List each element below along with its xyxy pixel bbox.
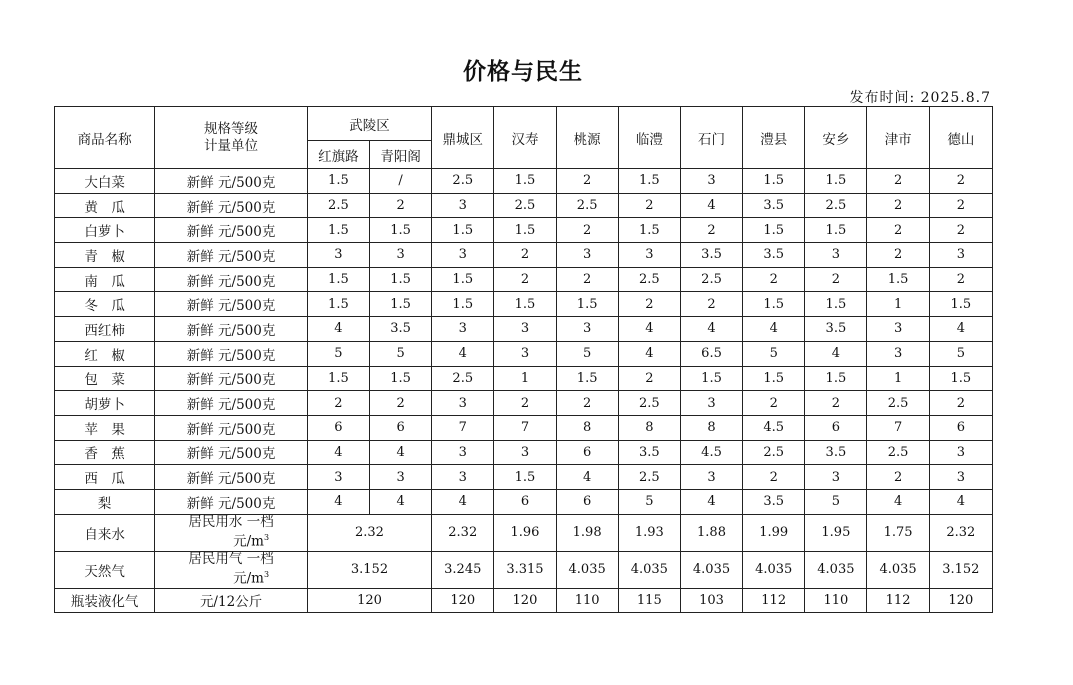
price-cell: 6 (307, 415, 369, 440)
price-cell: 1.5 (432, 267, 494, 292)
price-cell: 1.5 (307, 218, 369, 243)
spec-unit: 新鲜 元/500克 (155, 489, 307, 514)
price-cell: 3.5 (618, 440, 680, 465)
header-region: 临澧 (618, 107, 680, 169)
price-cell-wuling: 3.152 (307, 551, 431, 588)
price-cell: 3 (556, 317, 618, 342)
commodity-name: 梨 (55, 489, 155, 514)
price-cell: 1.5 (432, 218, 494, 243)
table-row (55, 341, 993, 366)
table-row (55, 218, 993, 243)
price-cell: 1.75 (867, 514, 929, 551)
price-cell: 2 (743, 267, 805, 292)
price-cell: 1.5 (556, 366, 618, 391)
commodity-name: 西红柿 (55, 317, 155, 342)
commodity-name: 西 瓜 (55, 465, 155, 490)
price-cell: 120 (432, 588, 494, 612)
price-cell: 3 (867, 341, 929, 366)
spec-unit: 新鲜 元/500克 (155, 317, 307, 342)
price-cell: 2 (929, 218, 992, 243)
spec-unit: 元/12公斤 (155, 588, 307, 612)
price-cell: 2 (867, 218, 929, 243)
table-row (55, 489, 993, 514)
price-cell: 3 (307, 465, 369, 490)
price-cell: 5 (556, 341, 618, 366)
spec-unit: 新鲜 元/500克 (155, 341, 307, 366)
spec-unit: 新鲜 元/500克 (155, 415, 307, 440)
price-cell: 1.5 (743, 218, 805, 243)
price-cell: 3.245 (432, 551, 494, 588)
price-cell: 1.5 (494, 218, 556, 243)
price-cell: 4 (929, 489, 992, 514)
price-cell: 4.035 (867, 551, 929, 588)
price-cell: 1.5 (369, 218, 431, 243)
table-row (55, 551, 993, 588)
price-cell: 1.5 (618, 169, 680, 194)
commodity-name: 青 椒 (55, 243, 155, 268)
price-cell: 3.5 (743, 489, 805, 514)
price-cell: 2 (743, 465, 805, 490)
price-cell: 110 (805, 588, 867, 612)
header-wuling-district: 武陵区 (307, 107, 431, 141)
spec-unit: 新鲜 元/500克 (155, 218, 307, 243)
price-cell: 2.5 (743, 440, 805, 465)
commodity-name: 天然气 (55, 551, 155, 588)
price-cell: 1.5 (556, 292, 618, 317)
price-cell: 1.88 (680, 514, 742, 551)
price-cell: 1.5 (618, 218, 680, 243)
commodity-name: 苹 果 (55, 415, 155, 440)
price-cell: 6 (929, 415, 992, 440)
price-cell: 5 (743, 341, 805, 366)
price-cell: 2 (805, 391, 867, 416)
price-cell: 3 (432, 391, 494, 416)
price-cell: 1 (494, 366, 556, 391)
price-cell: 3 (432, 193, 494, 218)
price-cell: 2.5 (867, 391, 929, 416)
price-cell: 1.5 (307, 169, 369, 194)
price-cell: 2 (618, 366, 680, 391)
price-cell: 3 (680, 169, 742, 194)
price-cell: 3 (369, 243, 431, 268)
price-cell: 120 (494, 588, 556, 612)
price-cell: 4 (369, 440, 431, 465)
price-cell: 1.5 (369, 366, 431, 391)
price-cell: 2.5 (432, 169, 494, 194)
price-cell: 3.5 (805, 317, 867, 342)
price-cell: 1.98 (556, 514, 618, 551)
price-cell: 2 (556, 267, 618, 292)
price-cell: 3 (494, 341, 556, 366)
price-cell: 2 (929, 193, 992, 218)
publish-date: 发布时间: 2025.8.7 (849, 90, 991, 106)
header-hongqilu: 红旗路 (307, 141, 369, 169)
price-cell: 1 (867, 366, 929, 391)
price-cell: 2 (369, 193, 431, 218)
unit-text: 元/m (233, 533, 264, 550)
price-cell: 4.035 (556, 551, 618, 588)
price-cell-wuling: 120 (307, 588, 431, 612)
price-cell: 3.5 (805, 440, 867, 465)
price-cell: 3 (929, 440, 992, 465)
price-cell: 2.32 (929, 514, 992, 551)
price-cell: 3 (432, 317, 494, 342)
price-cell: 2 (680, 218, 742, 243)
price-cell: 3 (307, 243, 369, 268)
price-cell: 8 (556, 415, 618, 440)
spec-tier: 居民用气 一档 (188, 551, 274, 568)
spec-unit: 新鲜 元/500克 (155, 169, 307, 194)
price-cell: 4 (805, 341, 867, 366)
price-cell: 2.32 (432, 514, 494, 551)
price-cell: 3.315 (494, 551, 556, 588)
price-cell: 1.5 (494, 465, 556, 490)
price-cell: 2.5 (618, 465, 680, 490)
spec-unit (155, 514, 307, 551)
commodity-name: 白萝卜 (55, 218, 155, 243)
price-cell: 6 (805, 415, 867, 440)
price-cell: 2.5 (618, 391, 680, 416)
price-cell: 3.5 (680, 243, 742, 268)
price-cell: 1.5 (307, 267, 369, 292)
price-cell: 4 (307, 489, 369, 514)
price-cell: 4 (432, 341, 494, 366)
price-cell: 1.99 (743, 514, 805, 551)
table-row (55, 366, 993, 391)
spec-unit: 新鲜 元/500克 (155, 366, 307, 391)
commodity-name: 黄 瓜 (55, 193, 155, 218)
price-cell: 4 (618, 317, 680, 342)
price-cell: 3 (680, 391, 742, 416)
spec-unit: 新鲜 元/500克 (155, 292, 307, 317)
price-cell: 1.5 (929, 292, 992, 317)
price-cell: 4 (556, 465, 618, 490)
price-cell: 3 (680, 465, 742, 490)
price-cell: 2 (743, 391, 805, 416)
commodity-name: 胡萝卜 (55, 391, 155, 416)
price-cell: 2.5 (494, 193, 556, 218)
spec-unit-label (155, 530, 306, 550)
header-region: 德山 (929, 107, 992, 169)
price-cell: 1.5 (307, 366, 369, 391)
unit-text: 元/m (233, 570, 264, 587)
price-cell: 1.5 (805, 292, 867, 317)
price-cell: 3.5 (743, 193, 805, 218)
header-qingyangge: 青阳阁 (369, 141, 431, 169)
commodity-name: 大白菜 (55, 169, 155, 194)
price-cell: 4 (929, 317, 992, 342)
price-cell: 5 (307, 341, 369, 366)
price-cell: 3 (929, 465, 992, 490)
price-cell: 2 (494, 391, 556, 416)
price-cell: 2 (618, 193, 680, 218)
price-cell: 3 (494, 317, 556, 342)
header-region: 桃源 (556, 107, 618, 169)
price-cell: 2 (867, 243, 929, 268)
spec-unit: 新鲜 元/500克 (155, 267, 307, 292)
price-cell: 6 (369, 415, 431, 440)
price-cell: 1.93 (618, 514, 680, 551)
spec-unit: 新鲜 元/500克 (155, 193, 307, 218)
price-cell: 112 (867, 588, 929, 612)
commodity-name: 香 蕉 (55, 440, 155, 465)
price-cell: 1.95 (805, 514, 867, 551)
unit-superscript: 3 (263, 570, 270, 580)
header-region: 澧县 (743, 107, 805, 169)
price-cell: 1.5 (432, 292, 494, 317)
price-cell: 2.5 (618, 267, 680, 292)
price-cell: 6 (494, 489, 556, 514)
price-cell: 4 (307, 317, 369, 342)
table-row (55, 169, 993, 194)
table-row (55, 588, 993, 612)
price-cell: 3 (369, 465, 431, 490)
price-cell: 5 (618, 489, 680, 514)
header-region: 津市 (867, 107, 929, 169)
price-cell: 2 (929, 267, 992, 292)
price-cell: 4.035 (680, 551, 742, 588)
price-cell: 4 (680, 193, 742, 218)
table-row (55, 415, 993, 440)
spec-unit: 新鲜 元/500克 (155, 243, 307, 268)
price-cell: 5 (929, 341, 992, 366)
price-cell: 3 (432, 465, 494, 490)
table-row (55, 292, 993, 317)
price-cell: 6 (556, 489, 618, 514)
price-cell: 110 (556, 588, 618, 612)
price-cell-wuling: 2.32 (307, 514, 431, 551)
price-cell: 6 (556, 440, 618, 465)
price-cell: 1.96 (494, 514, 556, 551)
price-cell: 1.5 (743, 292, 805, 317)
price-cell: 1.5 (867, 267, 929, 292)
price-cell: 2.5 (680, 267, 742, 292)
price-cell: 7 (867, 415, 929, 440)
commodity-name: 红 椒 (55, 341, 155, 366)
header-commodity-name: 商品名称 (55, 107, 155, 169)
price-cell: 1.5 (369, 267, 431, 292)
price-cell: 2 (867, 193, 929, 218)
price-cell: 3 (618, 243, 680, 268)
price-cell: 3 (805, 465, 867, 490)
price-cell: 2.5 (556, 193, 618, 218)
price-cell: 2 (680, 292, 742, 317)
price-cell: 2.5 (307, 193, 369, 218)
price-cell: 3.152 (929, 551, 992, 588)
price-cell: 2 (556, 391, 618, 416)
price-cell: 2 (369, 391, 431, 416)
price-cell: 8 (680, 415, 742, 440)
table-row (55, 440, 993, 465)
table-row (55, 267, 993, 292)
spec-unit (155, 551, 307, 588)
price-cell: 2.5 (867, 440, 929, 465)
price-cell: 1.5 (805, 169, 867, 194)
commodity-name: 自来水 (55, 514, 155, 551)
commodity-name: 包 菜 (55, 366, 155, 391)
price-cell: 1.5 (929, 366, 992, 391)
price-cell: 1.5 (307, 292, 369, 317)
spec-tier: 居民用水 一档 (188, 514, 274, 531)
price-cell: 2 (307, 391, 369, 416)
header-region: 汉寿 (494, 107, 556, 169)
price-cell: 112 (743, 588, 805, 612)
price-cell: 1.5 (743, 169, 805, 194)
price-cell: 3 (432, 243, 494, 268)
price-cell: 2 (618, 292, 680, 317)
price-cell: 4 (307, 440, 369, 465)
price-cell: 2.5 (805, 193, 867, 218)
header-region: 石门 (680, 107, 742, 169)
price-cell: 4 (432, 489, 494, 514)
price-cell: 4 (369, 489, 431, 514)
price-cell: 6.5 (680, 341, 742, 366)
price-cell: 115 (618, 588, 680, 612)
price-table (54, 106, 993, 613)
header-region: 安乡 (805, 107, 867, 169)
price-cell: 3 (929, 243, 992, 268)
price-cell: 4 (618, 341, 680, 366)
page-title: 价格与民生 (463, 59, 583, 85)
spec-unit: 新鲜 元/500克 (155, 465, 307, 490)
commodity-name: 冬 瓜 (55, 292, 155, 317)
table-header (55, 107, 993, 169)
price-cell: 1.5 (743, 366, 805, 391)
table-row (55, 317, 993, 342)
price-cell: 2.5 (432, 366, 494, 391)
price-cell: 2 (556, 218, 618, 243)
commodity-name: 南 瓜 (55, 267, 155, 292)
price-cell: 103 (680, 588, 742, 612)
price-cell: 3 (556, 243, 618, 268)
commodity-name: 瓶装液化气 (55, 588, 155, 612)
unit-superscript: 3 (263, 533, 270, 543)
table-row (55, 243, 993, 268)
price-cell: 5 (805, 489, 867, 514)
price-cell: 4.5 (743, 415, 805, 440)
spec-unit-label (155, 567, 306, 587)
price-cell: 2 (556, 169, 618, 194)
price-cell: 4 (680, 489, 742, 514)
price-cell: 3.5 (743, 243, 805, 268)
header-region: 鼎城区 (432, 107, 494, 169)
price-cell: 1.5 (680, 366, 742, 391)
price-cell: 2 (929, 391, 992, 416)
table-row (55, 193, 993, 218)
price-cell: / (369, 169, 431, 194)
spec-unit: 新鲜 元/500克 (155, 440, 307, 465)
price-cell: 4.035 (805, 551, 867, 588)
price-cell: 1.5 (805, 218, 867, 243)
price-cell: 4.035 (618, 551, 680, 588)
price-cell: 1.5 (494, 292, 556, 317)
price-cell: 2 (867, 169, 929, 194)
price-cell: 1.5 (805, 366, 867, 391)
price-cell: 1.5 (369, 292, 431, 317)
table-row (55, 391, 993, 416)
price-cell: 120 (929, 588, 992, 612)
price-cell: 2 (494, 243, 556, 268)
price-cell: 7 (494, 415, 556, 440)
price-cell: 3 (432, 440, 494, 465)
table-row (55, 465, 993, 490)
price-cell: 7 (432, 415, 494, 440)
price-cell: 3 (867, 317, 929, 342)
price-cell: 2 (929, 169, 992, 194)
price-cell: 2 (867, 465, 929, 490)
price-cell: 3 (494, 440, 556, 465)
price-cell: 4.5 (680, 440, 742, 465)
price-cell: 8 (618, 415, 680, 440)
price-cell: 2 (494, 267, 556, 292)
price-cell: 3 (805, 243, 867, 268)
price-cell: 1 (867, 292, 929, 317)
price-cell: 4 (743, 317, 805, 342)
table-body (55, 169, 993, 613)
header-spec-unit: 规格等级 计量单位 (155, 107, 307, 169)
spec-unit: 新鲜 元/500克 (155, 391, 307, 416)
table-row (55, 514, 993, 551)
price-cell: 2 (805, 267, 867, 292)
price-cell: 3.5 (369, 317, 431, 342)
price-cell: 4 (867, 489, 929, 514)
price-cell: 4.035 (743, 551, 805, 588)
price-cell: 4 (680, 317, 742, 342)
price-cell: 1.5 (494, 169, 556, 194)
price-cell: 5 (369, 341, 431, 366)
